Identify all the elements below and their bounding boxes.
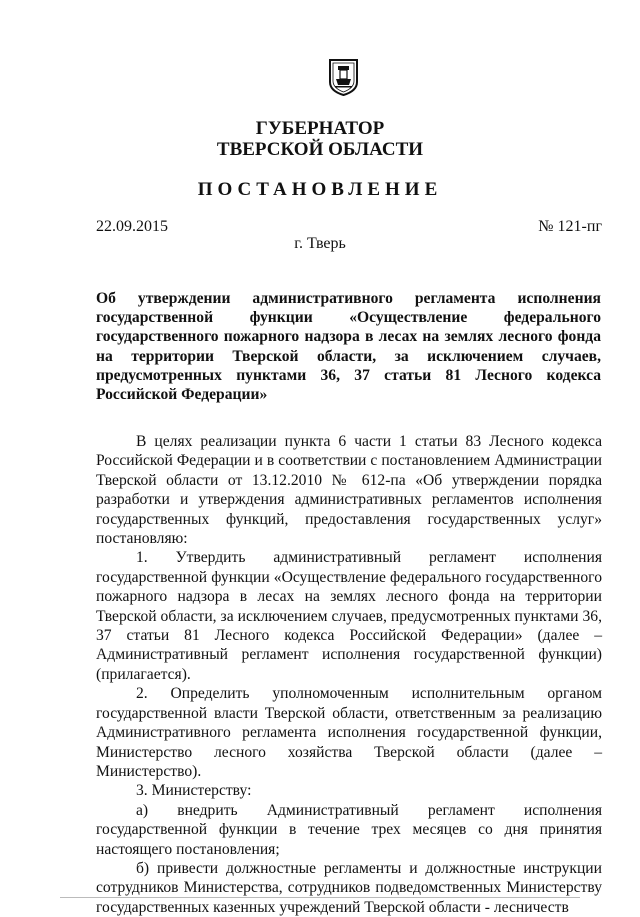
- coat-of-arms-emblem-icon: [328, 58, 359, 96]
- item-3-paragraph: 3. Министерству:: [136, 782, 252, 800]
- document-subject: Об утверждении административного регламента исполнения государственной функции «Осуществление федерального государственного пожарного надзора в лесах на землях лесного фонда на территории Тверской области, за исключением случаев, предусмотренных пунктами 36, 37 статьи 81 Лесного кодекса Российской Федерации»: [96, 290, 601, 404]
- issuer-title: ГУБЕРНАТОР: [255, 118, 385, 139]
- item-1-paragraph: 1. Утвердить административный регламент исполнения государственной функции «Осуществление федерального государственного пожарного надзора в лесах на землях лесного фонда на территории Тверской области, за исключением случаев, предусмотренных пунктами 36, 37 статьи 81 Лесного кодекса Российской Федерации» (далее – Административный регламент исполнения государственной функции) (прилагается).: [96, 549, 602, 683]
- preamble-paragraph: В целях реализации пункта 6 части 1 статьи 83 Лесного кодекса Российской Федерации и в соответствии с постановлением Администрации Тверской области от 13.12.2010 № 612-па «Об утверждении порядка разработки и утверждения административных регламентов исполнения государственных функций, предоставления государственных услуг» постановляю:: [96, 433, 602, 548]
- document-type-title: ПОСТАНОВЛЕНИЕ: [197, 179, 443, 200]
- document-body: [96, 432, 602, 917]
- document-number: № 121-пг: [538, 218, 602, 235]
- issuer-region: ТВЕРСКОЙ ОБЛАСТИ: [216, 139, 424, 160]
- page-bottom-edge: [60, 897, 580, 898]
- document-city: г. Тверь: [294, 235, 346, 252]
- item-3b-paragraph: б) привести должностные регламенты и должностные инструкции сотрудников Министерства, сотрудников подведомственных Министерству государственных казенных учреждений Тверской области - лесничеств: [96, 859, 602, 916]
- item-2-paragraph: 2. Определить уполномоченным исполнительным органом государственной власти Тверской области, ответственным за реализацию Административного регламента исполнения государственной функции, Министерство лесного хозяйства Тверской области (далее – Министерство).: [96, 685, 602, 780]
- document-date: 22.09.2015: [96, 218, 168, 235]
- item-3a-paragraph: а) внедрить Административный регламент исполнения государственной функции в течение трех месяцев со дня принятия настоящего постановления;: [96, 801, 602, 858]
